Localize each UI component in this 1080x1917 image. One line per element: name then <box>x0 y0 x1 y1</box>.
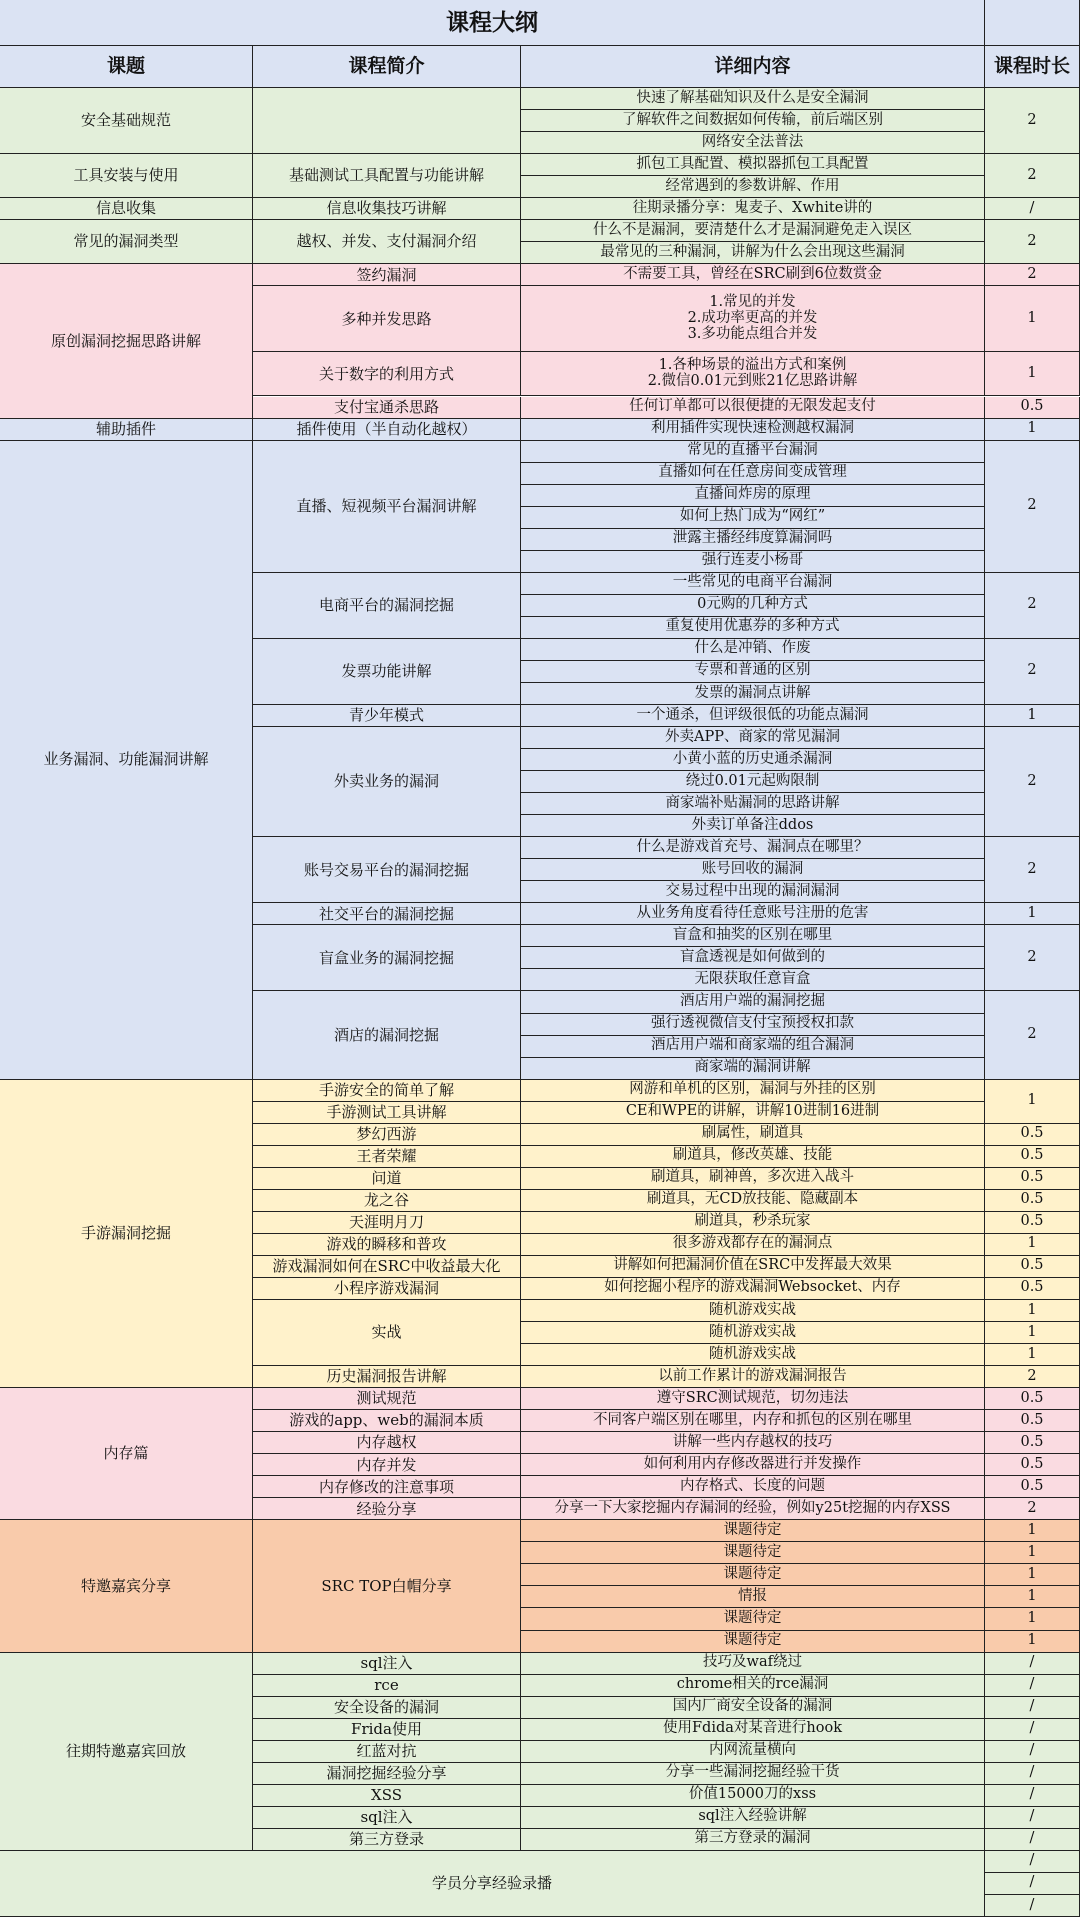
hours-cell: 1 <box>985 1520 1080 1542</box>
detail-line: 酒店用户端和商家端的组合漏洞 <box>651 1037 854 1054</box>
section-topic: 工具安装与使用 <box>0 154 253 198</box>
detail-cell <box>521 969 985 991</box>
detail-line: 外卖APP、商家的常见漏洞 <box>665 728 840 745</box>
detail-cell <box>521 242 985 264</box>
detail-line: 使用Fdida对某音进行hook <box>663 1720 842 1737</box>
detail-cell <box>521 683 985 705</box>
detail-line: 盲盒透视是如何做到的 <box>680 948 825 965</box>
detail-line: 从业务角度看待任意账号注册的危害 <box>636 904 869 921</box>
detail-line: 讲解一些内存越权的技巧 <box>672 1433 833 1450</box>
detail-cell <box>521 1741 985 1763</box>
detail-cell <box>521 507 985 529</box>
detail-line: 不需要工具，曾经在SRC刷到6位数赏金 <box>623 265 882 282</box>
detail-line: 发票的漏洞点讲解 <box>694 684 811 701</box>
detail-line: 以前工作累计的游戏漏洞报告 <box>658 1367 847 1384</box>
hours-cell: 1 <box>985 1234 1080 1256</box>
detail-cell <box>521 749 985 771</box>
hours-cell: / <box>985 1653 1080 1675</box>
hours-cell: 1 <box>985 1631 1080 1653</box>
detail-cell <box>521 859 985 881</box>
intro-cell: 发票功能讲解 <box>253 639 521 705</box>
detail-cell <box>521 1300 985 1322</box>
detail-line: 什么是冲销、作废 <box>694 640 811 657</box>
intro-cell: 问道 <box>253 1168 521 1190</box>
intro-cell: 关于数字的利用方式 <box>253 352 521 396</box>
detail-line: 快速了解基础知识及什么是安全漏洞 <box>636 89 869 106</box>
hours-cell: / <box>985 1829 1080 1851</box>
intro-cell: rce <box>253 1675 521 1697</box>
section-topic: 业务漏洞、功能漏洞讲解 <box>0 441 253 1080</box>
intro-cell: 插件使用（半自动化越权） <box>253 419 521 441</box>
intro-cell: 第三方登录 <box>253 1829 521 1851</box>
hours-cell: 0.5 <box>985 1168 1080 1190</box>
intro-cell: 越权、并发、支付漏洞介绍 <box>253 220 521 264</box>
detail-line: 绕过0.01元起购限制 <box>685 772 820 789</box>
detail-cell <box>521 88 985 110</box>
detail-cell <box>521 529 985 551</box>
section-topic: 往期特邀嘉宾回放 <box>0 1653 253 1851</box>
detail-cell <box>521 551 985 573</box>
hours-cell: 2 <box>985 220 1080 264</box>
detail-cell <box>521 1410 985 1432</box>
detail-line: 专票和普通的区别 <box>694 662 811 679</box>
hours-cell: 0.5 <box>985 1190 1080 1212</box>
detail-line: 一个通杀，但评级很低的功能点漏洞 <box>636 706 869 723</box>
detail-cell <box>521 1278 985 1300</box>
detail-line: 商家端的漏洞讲解 <box>694 1059 811 1076</box>
detail-line: 最常见的三种漏洞，讲解为什么会出现这些漏洞 <box>600 243 905 260</box>
detail-line: 如何利用内存修改器进行并发操作 <box>643 1455 862 1472</box>
detail-line: 酒店用户端的漏洞挖掘 <box>680 993 825 1010</box>
detail-line: 1.常见的并发 <box>709 293 796 310</box>
detail-cell <box>521 1432 985 1454</box>
detail-cell <box>521 176 985 198</box>
detail-cell <box>521 639 985 661</box>
header-hours: 课程时长 <box>985 46 1080 88</box>
intro-cell: 漏洞挖掘经验分享 <box>253 1763 521 1785</box>
hours-cell: / <box>985 1895 1080 1917</box>
hours-cell: 1 <box>985 1322 1080 1344</box>
detail-cell <box>521 1542 985 1564</box>
hours-cell: 1 <box>985 1586 1080 1608</box>
section-topic: 安全基础规范 <box>0 88 253 154</box>
intro-cell: 经验分享 <box>253 1498 521 1520</box>
detail-line: 什么不是漏洞，要清楚什么才是漏洞避免走入误区 <box>593 221 912 238</box>
detail-cell <box>521 903 985 925</box>
detail-cell <box>521 771 985 793</box>
detail-line: 无限获取任意盲盒 <box>694 970 811 987</box>
detail-line: 刷道具，无CD放技能、隐藏副本 <box>646 1191 859 1208</box>
detail-cell <box>521 1234 985 1256</box>
detail-line: 内网流量横向 <box>709 1742 796 1759</box>
hours-cell: 0.5 <box>985 1146 1080 1168</box>
detail-cell <box>521 1014 985 1036</box>
detail-line: 3.多功能点组合并发 <box>687 325 818 342</box>
section-topic: 常见的漏洞类型 <box>0 220 253 264</box>
detail-line: 课题待定 <box>723 1632 782 1649</box>
detail-cell <box>521 1366 985 1388</box>
detail-line: 课题待定 <box>723 1565 782 1582</box>
intro-cell: 青少年模式 <box>253 705 521 727</box>
detail-cell <box>521 1763 985 1785</box>
detail-cell <box>521 1322 985 1344</box>
intro-cell: 外卖业务的漏洞 <box>253 727 521 837</box>
detail-cell <box>521 1608 985 1630</box>
detail-line: 强行连麦小杨哥 <box>701 552 804 569</box>
detail-cell <box>521 154 985 176</box>
detail-cell <box>521 1080 985 1102</box>
hours-cell: 0.5 <box>985 1256 1080 1278</box>
detail-cell <box>521 991 985 1013</box>
hours-cell: 2 <box>985 441 1080 573</box>
detail-cell <box>521 1829 985 1851</box>
detail-line: 网络安全法普法 <box>701 133 804 150</box>
detail-cell <box>521 1498 985 1520</box>
detail-line: 常见的直播平台漏洞 <box>687 442 818 459</box>
hours-cell: 0.5 <box>985 1410 1080 1432</box>
detail-line: 刷道具，刷神兽，多次进入战斗 <box>651 1169 854 1186</box>
detail-cell <box>521 419 985 441</box>
hours-cell: 2 <box>985 1498 1080 1520</box>
detail-cell <box>521 1212 985 1234</box>
detail-cell <box>521 1631 985 1653</box>
detail-line: 直播如何在任意房间变成管理 <box>658 464 847 481</box>
detail-line: 一些常见的电商平台漏洞 <box>672 574 833 591</box>
detail-cell <box>521 1146 985 1168</box>
section-topic: 学员分享经验录播 <box>0 1851 985 1917</box>
intro-cell: sql注入 <box>253 1807 521 1829</box>
detail-cell <box>521 1058 985 1080</box>
detail-cell <box>521 793 985 815</box>
detail-cell <box>521 705 985 727</box>
hours-cell: / <box>985 1697 1080 1719</box>
hours-cell: 2 <box>985 639 1080 705</box>
detail-line: 情报 <box>738 1588 767 1604</box>
detail-cell <box>521 1190 985 1212</box>
intro-cell: 多种并发思路 <box>253 286 521 352</box>
intro-cell: XSS <box>253 1785 521 1807</box>
section-topic: 内存篇 <box>0 1388 253 1520</box>
intro-cell: 实战 <box>253 1300 521 1366</box>
section-topic: 信息收集 <box>0 198 253 220</box>
detail-line: 外卖订单备注ddos <box>691 816 814 833</box>
intro-cell: 信息收集技巧讲解 <box>253 198 521 220</box>
detail-cell <box>521 1520 985 1542</box>
intro-cell: 社交平台的漏洞挖掘 <box>253 903 521 925</box>
detail-line: 刷道具，修改英雄、技能 <box>672 1147 833 1164</box>
hours-cell: 2 <box>985 727 1080 837</box>
detail-line: sql注入经验讲解 <box>698 1808 807 1825</box>
intro-cell: 账号交易平台的漏洞挖掘 <box>253 837 521 903</box>
hours-cell: 2 <box>985 925 1080 991</box>
detail-cell <box>521 1454 985 1476</box>
intro-cell: 盲盒业务的漏洞挖掘 <box>253 925 521 991</box>
intro-cell: 酒店的漏洞挖掘 <box>253 991 521 1079</box>
hours-cell: 0.5 <box>985 1454 1080 1476</box>
intro-cell: 电商平台的漏洞挖掘 <box>253 573 521 639</box>
hours-cell: / <box>985 198 1080 220</box>
detail-line: 内存格式、长度的问题 <box>680 1477 825 1494</box>
detail-line: 商家端补贴漏洞的思路讲解 <box>665 794 840 811</box>
detail-line: 遵守SRC测试规范，切勿违法 <box>656 1389 849 1406</box>
detail-line: 价值15000刀的xss <box>688 1786 817 1803</box>
section-topic: 辅助插件 <box>0 419 253 441</box>
hours-cell: 2 <box>985 837 1080 903</box>
hours-cell: 1 <box>985 419 1080 441</box>
detail-line: 2.微信0.01元到账21亿思路讲解 <box>647 372 858 389</box>
detail-cell <box>521 1256 985 1278</box>
detail-line: 刷属性，刷道具 <box>701 1125 804 1142</box>
detail-line: 分享一下大家挖掘内存漏洞的经验，例如y25t挖掘的内存XSS <box>554 1499 951 1516</box>
hours-cell: 0.5 <box>985 1212 1080 1234</box>
hours-cell: 0.5 <box>985 397 1080 419</box>
detail-line: 0元购的几种方式 <box>697 596 808 613</box>
intro-cell: 支付宝通杀思路 <box>253 397 521 419</box>
hours-cell: 2 <box>985 1366 1080 1388</box>
detail-cell <box>521 617 985 639</box>
detail-line: 很多游戏都存在的漏洞点 <box>672 1235 833 1252</box>
hours-cell: 1 <box>985 705 1080 727</box>
intro-cell: 内存越权 <box>253 1432 521 1454</box>
detail-line: 重复使用优惠券的多种方式 <box>665 618 840 635</box>
intro-cell: 游戏的app、web的漏洞本质 <box>253 1410 521 1432</box>
detail-cell <box>521 1586 985 1608</box>
intro-cell: 历史漏洞报告讲解 <box>253 1366 521 1388</box>
intro-cell: 王者荣耀 <box>253 1146 521 1168</box>
detail-line: 课题待定 <box>723 1521 782 1538</box>
detail-cell <box>521 881 985 903</box>
detail-line: 强行透视微信支付宝预授权扣款 <box>651 1015 854 1032</box>
intro-cell: 游戏漏洞如何在SRC中收益最大化 <box>253 1256 521 1278</box>
hours-cell: 1 <box>985 352 1080 396</box>
intro-cell: 签约漏洞 <box>253 264 521 286</box>
intro-cell: 小程序游戏漏洞 <box>253 1278 521 1300</box>
detail-line: 什么是游戏首充号、漏洞点在哪里？ <box>636 838 869 855</box>
intro-cell: 手游测试工具讲解 <box>253 1102 521 1124</box>
section-topic: 特邀嘉宾分享 <box>0 1520 253 1652</box>
detail-line: 课题待定 <box>723 1610 782 1627</box>
detail-line: 账号回收的漏洞 <box>701 860 804 877</box>
hours-cell: 2 <box>985 88 1080 154</box>
detail-cell <box>521 1344 985 1366</box>
hours-cell: 1 <box>985 1344 1080 1366</box>
detail-line: 分享一些漏洞挖掘经验干货 <box>665 1764 840 1781</box>
intro-cell: Frida使用 <box>253 1719 521 1741</box>
intro-cell: 内存修改的注意事项 <box>253 1476 521 1498</box>
hours-cell: / <box>985 1741 1080 1763</box>
hours-cell: 1 <box>985 1300 1080 1322</box>
detail-cell <box>521 220 985 242</box>
detail-line: 抓包工具配置、模拟器抓包工具配置 <box>636 155 869 172</box>
detail-line: 如何上热门成为“网红” <box>679 508 826 525</box>
intro-cell: SRC TOP白帽分享 <box>253 1520 521 1652</box>
detail-line: 往期录播分享：鬼麦子、Xwhite讲的 <box>632 199 873 216</box>
detail-line: 随机游戏实战 <box>709 1345 796 1362</box>
detail-line: 直播间炸房的原理 <box>694 486 811 503</box>
detail-line: 2.成功率更高的并发 <box>687 309 818 326</box>
intro-cell: 直播、短视频平台漏洞讲解 <box>253 441 521 573</box>
hours-cell: 2 <box>985 154 1080 198</box>
detail-line: 随机游戏实战 <box>709 1323 796 1340</box>
detail-cell <box>521 264 985 286</box>
detail-line: 课题待定 <box>723 1543 782 1560</box>
hours-cell: / <box>985 1719 1080 1741</box>
detail-line: 了解软件之间数据如何传输，前后端区别 <box>622 111 883 128</box>
intro-cell: 红蓝对抗 <box>253 1741 521 1763</box>
hours-cell: / <box>985 1785 1080 1807</box>
detail-cell <box>521 463 985 485</box>
detail-cell <box>521 727 985 749</box>
hours-cell: / <box>985 1675 1080 1697</box>
detail-cell <box>521 1785 985 1807</box>
section-topic: 原创漏洞挖掘思路讲解 <box>0 264 253 418</box>
detail-line: 技巧及waf绕过 <box>703 1654 802 1671</box>
detail-line: 网游和单机的区别，漏洞与外挂的区别 <box>629 1081 876 1098</box>
detail-cell <box>521 1697 985 1719</box>
detail-line: chrome相关的rce漏洞 <box>676 1676 829 1693</box>
detail-cell <box>521 815 985 837</box>
hours-cell: 0.5 <box>985 1388 1080 1410</box>
detail-line: 小黄小蓝的历史通杀漏洞 <box>672 750 833 767</box>
detail-cell <box>521 352 985 396</box>
detail-line: 刷道具，秒杀玩家 <box>694 1213 811 1230</box>
title-blank-cell <box>985 0 1080 46</box>
detail-cell <box>521 837 985 859</box>
hours-cell: 0.5 <box>985 1432 1080 1454</box>
detail-line: 利用插件实现快速检测越权漏洞 <box>651 420 854 437</box>
detail-line: 交易过程中出现的漏洞漏洞 <box>665 882 840 899</box>
detail-line: 随机游戏实战 <box>709 1301 796 1318</box>
intro-cell: 测试规范 <box>253 1388 521 1410</box>
detail-line: CE和WPE的讲解，讲解10进制16进制 <box>625 1103 880 1120</box>
header-intro: 课程简介 <box>253 46 521 88</box>
hours-cell: 0.5 <box>985 1278 1080 1300</box>
section-topic: 手游漏洞挖掘 <box>0 1080 253 1389</box>
detail-cell <box>521 1036 985 1058</box>
hours-cell: 1 <box>985 1564 1080 1586</box>
detail-cell <box>521 441 985 463</box>
detail-cell <box>521 1476 985 1498</box>
detail-cell <box>521 925 985 947</box>
hours-cell: / <box>985 1807 1080 1829</box>
detail-cell <box>521 1124 985 1146</box>
detail-cell <box>521 132 985 154</box>
intro-cell: 龙之谷 <box>253 1190 521 1212</box>
intro-cell: 手游安全的简单了解 <box>253 1080 521 1102</box>
detail-cell <box>521 947 985 969</box>
intro-cell: 游戏的瞬移和普攻 <box>253 1234 521 1256</box>
detail-cell <box>521 485 985 507</box>
hours-cell: / <box>985 1851 1080 1873</box>
detail-cell <box>521 661 985 683</box>
intro-cell: sql注入 <box>253 1653 521 1675</box>
detail-line: 第三方登录的漏洞 <box>694 1830 811 1847</box>
hours-cell: 0.5 <box>985 1476 1080 1498</box>
hours-cell: 2 <box>985 573 1080 639</box>
hours-cell: 1 <box>985 903 1080 925</box>
intro-cell: 内存并发 <box>253 1454 521 1476</box>
detail-line: 盲盒和抽奖的区别在哪里 <box>672 926 833 943</box>
detail-cell <box>521 1675 985 1697</box>
detail-cell <box>521 1168 985 1190</box>
intro-cell: 天涯明月刀 <box>253 1212 521 1234</box>
detail-line: 讲解如何把漏洞价值在SRC中发挥最大效果 <box>613 1257 892 1274</box>
page-title: 课程大纲 <box>0 0 985 46</box>
header-topic: 课题 <box>0 46 253 88</box>
detail-cell <box>521 595 985 617</box>
hours-cell: 1 <box>985 286 1080 352</box>
detail-cell <box>521 1653 985 1675</box>
intro-cell: 安全设备的漏洞 <box>253 1697 521 1719</box>
detail-line: 1.各种场景的溢出方式和案例 <box>658 357 847 374</box>
header-detail: 详细内容 <box>521 46 985 88</box>
hours-cell: 2 <box>985 264 1080 286</box>
detail-cell <box>521 1719 985 1741</box>
hours-cell: 0.5 <box>985 1124 1080 1146</box>
detail-cell <box>521 1102 985 1124</box>
hours-cell: / <box>985 1763 1080 1785</box>
intro-cell <box>253 88 521 154</box>
detail-line: 泄露主播经纬度算漏洞吗 <box>672 530 833 547</box>
detail-cell <box>521 198 985 220</box>
intro-cell: 基础测试工具配置与功能讲解 <box>253 154 521 198</box>
detail-line: 任何订单都可以很便捷的无限发起支付 <box>629 398 876 415</box>
detail-cell <box>521 286 985 352</box>
detail-line: 如何挖掘小程序的游戏漏洞Websocket、内存 <box>604 1279 901 1296</box>
hours-cell: 2 <box>985 991 1080 1079</box>
hours-cell: 1 <box>985 1608 1080 1630</box>
detail-cell <box>521 1388 985 1410</box>
detail-line: 不同客户端区别在哪里，内存和抓包的区别在哪里 <box>593 1411 912 1428</box>
detail-line: 国内厂商安全设备的漏洞 <box>672 1698 833 1715</box>
detail-cell <box>521 397 985 419</box>
detail-cell <box>521 1564 985 1586</box>
detail-cell <box>521 1807 985 1829</box>
detail-cell <box>521 110 985 132</box>
hours-cell: 1 <box>985 1542 1080 1564</box>
hours-cell: 1 <box>985 1080 1080 1124</box>
detail-cell <box>521 573 985 595</box>
intro-cell: 梦幻西游 <box>253 1124 521 1146</box>
hours-cell: / <box>985 1873 1080 1895</box>
detail-line: 经常遇到的参数讲解、作用 <box>665 177 840 194</box>
